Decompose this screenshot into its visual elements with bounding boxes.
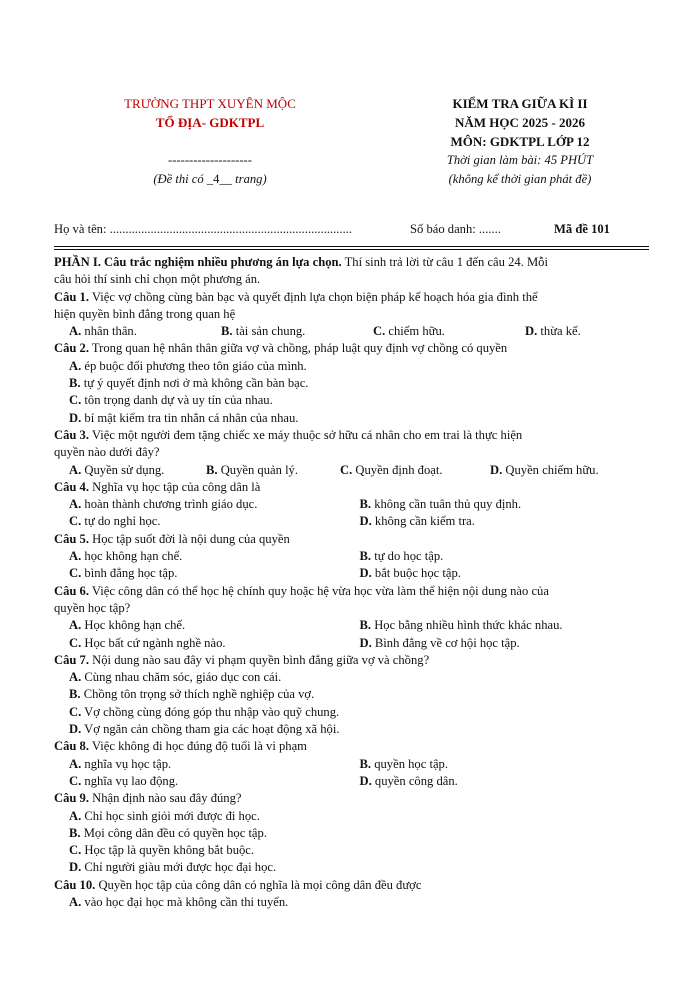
- answer-option: D. quyền công dân.: [359, 773, 458, 788]
- question-label: Câu 6.: [54, 583, 89, 598]
- answer-option: A. học không hạn chế.: [69, 549, 183, 564]
- part-heading: PHẦN I. Câu trắc nghiệm nhiều phương án lựa chọn. Thí sinh trả lời từ câu 1 đến câu 24. Mỗi: [54, 255, 548, 269]
- question-text: Câu 6. Việc công dân có thể học hệ chính quy hoặc hệ vừa học vừa làm thể hiện nội dung nào của: [54, 583, 549, 598]
- page-count: (Đề thi có _4__ trang): [153, 172, 267, 186]
- id-field: Số báo danh: .......: [410, 222, 501, 236]
- question: [54, 738, 650, 790]
- answer-option: D. Chỉ người giàu mới được học đại học.: [69, 860, 277, 875]
- answer-option: A. nghĩa vụ học tập.: [69, 756, 172, 771]
- question: [54, 340, 650, 426]
- answer-option: C. bình đẳng học tập.: [69, 566, 178, 581]
- duration-note: (không kể thời gian phát đề): [448, 172, 592, 186]
- subject: MÔN: GDKTPL LỚP 12: [450, 134, 590, 149]
- question-text-cont: hiện quyền bình đẳng trong quan hệ: [54, 306, 236, 321]
- question-text: Câu 10. Quyền học tập của công dân có nghĩa là mọi công dân đều được: [54, 877, 422, 892]
- question-label: Câu 4.: [54, 479, 89, 494]
- question-text: Câu 1. Việc vợ chồng cùng bàn bạc và quyết định lựa chọn biện pháp kế hoạch hóa gia đình thể: [54, 289, 538, 304]
- answer-option: D. Bình đẳng về cơ hội học tập.: [359, 635, 520, 650]
- question-text: Câu 3. Việc một người đem tặng chiếc xe máy thuộc sở hữu cá nhân cho em trai là thực hiện: [54, 427, 523, 442]
- exam-header: [400, 94, 640, 189]
- name-field: Họ và tên: .............................................................................: [54, 222, 353, 236]
- school-name: TRƯỜNG THPT XUYÊN MỘC: [124, 96, 296, 111]
- part-instruction: câu hỏi thí sinh chỉ chọn một phương án.: [54, 272, 261, 287]
- answer-option: D. bí mật kiểm tra tin nhắn cá nhân của nhau.: [69, 410, 299, 425]
- exam-code: Mã đề 101: [554, 222, 610, 236]
- answer-option: A. ép buộc đối phương theo tôn giáo của mình.: [69, 358, 307, 373]
- answer-option: C. tôn trọng danh dự và uy tín của nhau.: [69, 393, 273, 408]
- question: [54, 531, 650, 583]
- question-label: Câu 10.: [54, 877, 96, 892]
- answer-option: A. Cùng nhau chăm sóc, giáo dục con cái.: [69, 670, 282, 685]
- school-year: NĂM HỌC 2025 - 2026: [455, 115, 585, 130]
- question-label: Câu 9.: [54, 791, 89, 806]
- question-text: Câu 9. Nhận định nào sau đây đúng?: [54, 791, 242, 806]
- question: [54, 790, 650, 876]
- answer-option: A. Học không hạn chế.: [69, 618, 186, 633]
- answer-option: A. hoàn thành chương trình giáo dục.: [69, 497, 258, 512]
- student-info: [54, 222, 634, 240]
- exam-content: [54, 254, 650, 911]
- answer-option: D. không cần kiểm tra.: [359, 514, 475, 529]
- answer-option: D. Vợ ngăn cản chồng tham gia các hoạt động xã hội.: [69, 722, 340, 737]
- answer-option: B. quyền học tập.: [359, 756, 449, 771]
- answer-option: A. nhân thân.: [69, 324, 137, 339]
- question-label: Câu 5.: [54, 531, 89, 546]
- answer-option: C. Quyền định đoạt.: [340, 462, 443, 477]
- answer-option: A. Chỉ học sinh giỏi mới được đi học.: [69, 808, 260, 823]
- question-text: Câu 7. Nội dung nào sau đây vi phạm quyền bình đẳng giữa vợ và chồng?: [54, 652, 430, 667]
- question-label: Câu 2.: [54, 341, 89, 356]
- answer-option: B. tài sản chung.: [221, 324, 306, 339]
- question-text-cont: quyền nào dưới đây?: [54, 445, 160, 460]
- divider: [54, 249, 649, 250]
- answer-option: B. Học bằng nhiều hình thức khác nhau.: [359, 618, 563, 633]
- answer-option: C. chiếm hữu.: [373, 324, 445, 339]
- answer-option: C. Học bất cứ ngành nghề nào.: [69, 635, 226, 650]
- question-label: Câu 1.: [54, 289, 89, 304]
- answer-option: C. Học tập là quyền không bắt buộc.: [69, 843, 255, 858]
- answer-option: B. Mọi công dân đều có quyền học tập.: [69, 825, 267, 840]
- answer-option: C. nghĩa vụ lao động.: [69, 773, 179, 788]
- question-label: Câu 7.: [54, 652, 89, 667]
- answer-option: C. Vợ chồng cùng đóng góp thu nhập vào quỹ chung.: [69, 704, 340, 719]
- question: [54, 583, 650, 652]
- question: [54, 877, 650, 912]
- question-label: Câu 8.: [54, 739, 89, 754]
- school-header: [90, 94, 330, 189]
- dashes: --------------------: [168, 153, 252, 167]
- answer-option: D. bắt buộc học tập.: [359, 566, 461, 581]
- answer-option: D. Quyền chiếm hữu.: [490, 462, 599, 477]
- answer-option: A. vào học đại học mà không cần thi tuyển.: [69, 894, 289, 909]
- divider: [54, 246, 649, 247]
- question: [54, 427, 650, 479]
- answer-option: B. Chồng tôn trọng sở thích nghề nghiệp của vợ.: [69, 687, 315, 702]
- department-name: TỔ ĐỊA- GDKTPL: [155, 115, 265, 130]
- answer-option: B. không cần tuân thủ quy định.: [359, 497, 522, 512]
- exam-title: KIỂM TRA GIỮA KÌ II: [452, 96, 588, 111]
- question-text: Câu 5. Học tập suốt đời là nội dung của quyền: [54, 531, 290, 546]
- answer-option: B. Quyền quản lý.: [206, 462, 299, 477]
- question: [54, 479, 650, 531]
- question-label: Câu 3.: [54, 427, 89, 442]
- question-text: Câu 4. Nghĩa vụ học tập của công dân là: [54, 479, 261, 494]
- question-text: Câu 8. Việc không đi học đúng độ tuổi là vi phạm: [54, 739, 307, 754]
- duration: Thời gian làm bài: 45 PHÚT: [446, 153, 594, 167]
- answer-option: C. tự do nghỉ học.: [69, 514, 161, 529]
- question-list: [54, 289, 650, 912]
- question-text-cont: quyền học tập?: [54, 600, 131, 615]
- answer-option: B. tự ý quyết định nơi ở mà không cần bàn bạc.: [69, 376, 309, 391]
- answer-option: D. thừa kế.: [525, 324, 581, 339]
- answer-option: A. Quyền sử dụng.: [69, 462, 165, 477]
- answer-option: B. tự do học tập.: [359, 549, 444, 564]
- question: [54, 652, 650, 738]
- question: [54, 289, 650, 341]
- question-text: Câu 2. Trong quan hệ nhân thân giữa vợ và chồng, pháp luật quy định vợ chồng có quyền: [54, 341, 508, 356]
